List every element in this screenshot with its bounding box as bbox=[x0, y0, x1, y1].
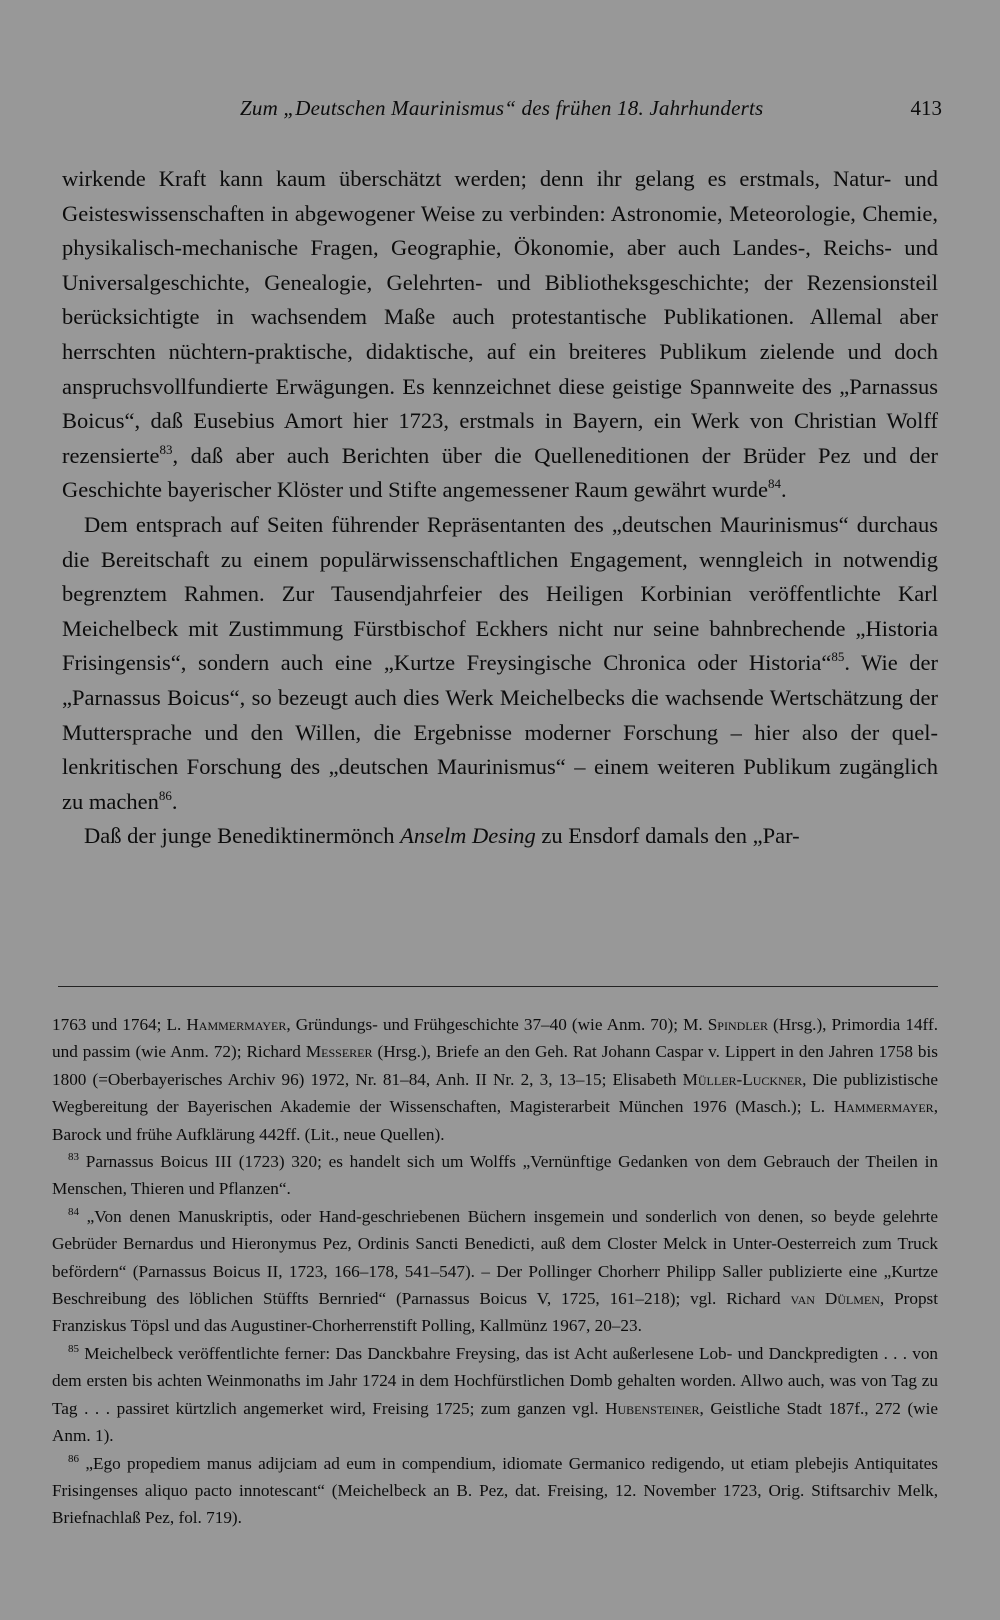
running-head-title: Zum „Deutschen Maurinismus“ des frühen 18. Jahrhunderts bbox=[240, 96, 764, 120]
footnotes bbox=[52, 1011, 938, 1532]
footnote-ref-84: 84 bbox=[768, 476, 782, 492]
author-name: van Dülmen bbox=[790, 1289, 880, 1309]
footnote-text: , Barock und frühe Aufklärung 442ff. (Lit., neue Quellen). bbox=[52, 1097, 938, 1144]
footnote-83 bbox=[52, 1148, 938, 1203]
paragraph-1-text-a: wirkende Kraft kann kaum überschätzt werden; denn ihr gelang es erstmals, Natur- und Geisteswissenschaften in abgewogener Weise zu verbinden: Astronomie, Meteorologie, Chemie, physikalisch-mechanische Fragen, Geographie, Ökonomie, aber auch Landes-, Reichs- und Universalgeschichte, Genealogie, Gelehrten- und Bibliotheksgeschichte; der Rezensionsteil berücksichtigte in wachsendem Maße auch protestantische Publikationen. Allemal aber herrschten nüchtern-praktische, didaktische, auf ein breiteres Publikum zielende und doch anspruchsvollfundierte Erwägungen. Es kennzeichnet diese geistige Spannweite des „Parnassus Boicus“, daß Eusebius Amort hier 1723, erstmals in Bayern, ein Werk von Christian Wolff rezensierte bbox=[62, 166, 938, 468]
paragraph-2-text-c: . bbox=[171, 788, 178, 814]
footnote-text: (Hrsg.), Briefe an den Geh. Rat Johann Caspar v. Lippert in den Jahren 1758 bis 1800 (=Oberbayerisches Archiv 96) 1972, Nr. 81–84, Anh. II Nr. 2, 3, 13–15; Elisabeth bbox=[52, 1042, 938, 1089]
footnote-ref-83: 83 bbox=[159, 441, 173, 457]
footnote-ref-85: 85 bbox=[831, 649, 845, 665]
footnote-text: 1763 und 1764; L. bbox=[52, 1015, 187, 1034]
footnote-text: „Ego propediem manus adijciam ad eum in compendium, idiomate Germanico redigendo, ut etiam plebejis Antiquitates Frisingenses aliquo pacto innotescant“ (Meichelbeck an B. Pez, dat. Freising, 12. November 1723, Orig. Stiftsarchiv Melk, Briefnachlaß Pez, fol. 719). bbox=[52, 1453, 939, 1528]
paragraph-3-text-a: Daß der junge Benediktinermönch bbox=[84, 823, 401, 849]
paragraph-1 bbox=[62, 162, 938, 508]
footnote-text: Meichelbeck veröffentlichte ferner: Das Danckbahre Freysing, das ist Acht außerlesene Lob- und Danckpredigten . . . von dem ersten bis achten Weinmonaths im Jahr 1724 in dem Hochfürstlichen Domb gehalten worden. Allwo auch, was von Tag zu Tag . . . passiret kürtzlich angemerket wird, Freising 1725; zum ganzen vgl. bbox=[52, 1343, 939, 1418]
footnote-84 bbox=[52, 1203, 938, 1340]
footnote-text: , Propst Franziskus Töpsl und das Augustiner-Chorherrenstift Polling, Kallmünz 1967, 20–23. bbox=[52, 1289, 939, 1336]
author-name: Hubensteiner bbox=[605, 1398, 700, 1418]
author-name: Hammermayer bbox=[833, 1097, 934, 1117]
footnote-text: „Von denen Manuskriptis, oder Hand-geschriebenen Büchern insgemein und sonderlich von denen, so beyde gelehrte Gebrüder Bernardus und Hieronymus Pez, Ordinis Sancti Benedicti, auß dem Closter Melck in Unter-Oesterreich zum Truck befördern“ (Parnassus Boicus II, 1723, 166–178, 541–547). – Der Pollinger Chorherr Philipp Saller publizierte eine „Kurtze Beschreibung des löblichen Stüffts Bernried“ (Parnassus Boicus V, 1725, 161–218); vgl. Richard bbox=[52, 1206, 938, 1309]
footnote-separator-rule bbox=[58, 986, 938, 987]
paragraph-2 bbox=[62, 508, 938, 819]
running-head bbox=[62, 96, 942, 126]
footnote-86 bbox=[52, 1450, 938, 1532]
footnote-number: 84 bbox=[68, 1205, 79, 1218]
footnote-number: 83 bbox=[68, 1151, 79, 1164]
footnote-text: , Geistliche Stadt 187f., 272 (wie Anm. 1). bbox=[52, 1398, 938, 1446]
paragraph-1-text-b: , daß aber auch Berichten über die Quelleneditionen der Brüder Pez und der Geschichte bayerischer Klöster und Stifte angemessener Raum gewährt wurde bbox=[62, 442, 938, 503]
person-name-italic: Anselm Desing bbox=[400, 823, 536, 849]
paragraph-2-text-a: Dem entsprach auf Seiten führender Repräsentanten des „deutschen Maurinismus“ durchaus die Bereitschaft zu einem populärwissenschaftlichen Engagement, wenngleich in notwendig begrenztem Rahmen. Zur Tausendjahrfeier des Heiligen Korbinian veröffentlichte Karl Meichelbeck mit Zustimmung Fürstbischof Eckhers nicht nur seine bahnbrechende „Historia Frisingensis“, sondern auch eine „Kurtze Freysingische Chronica oder Historia“ bbox=[62, 511, 938, 676]
footnote-text: , Die publizistische Wegbereitung der Bayerischen Akademie der Wissenschaften, Magisterarbeit München 1976 (Masch.); L. bbox=[52, 1069, 938, 1117]
footnote-continuation bbox=[52, 1011, 938, 1148]
footnote-number: 85 bbox=[68, 1342, 79, 1355]
footnote-text: (Hrsg.), Primordia 14ff. und passim (wie Anm. 72); Richard bbox=[52, 1015, 938, 1062]
paragraph-3-text-b: zu Ensdorf damals den „Par- bbox=[535, 823, 800, 849]
paragraph-2-text-b: . Wie der „Parnassus Boicus“, so bezeugt auch dies Werk Meichelbecks die wachsende Wertschätzung der Muttersprache und den Willen, die Ergebnisse moderner Forschung – hier also der quellenkritischen Forschung des „deutschen Maurinismus“ – einem weiteren Publikum zugänglich zu machen bbox=[62, 650, 938, 814]
author-name: Messerer bbox=[305, 1042, 373, 1062]
footnote-85 bbox=[52, 1340, 938, 1450]
author-name: Hammermayer bbox=[186, 1015, 287, 1034]
main-text bbox=[62, 162, 938, 854]
author-name: Müller-Luckner bbox=[682, 1069, 803, 1089]
footnote-text: Parnassus Boicus III (1723) 320; es handelt sich um Wolffs „Vernünftige Gedanken von dem Gebrauch der Theilen in Menschen, Thieren und Pflanzen“. bbox=[52, 1152, 939, 1199]
author-name: Spindler bbox=[707, 1015, 768, 1034]
footnote-text: , Gründungs- und Frühgeschichte 37–40 (wie Anm. 70); M. bbox=[286, 1015, 708, 1034]
footnote-number: 86 bbox=[68, 1452, 79, 1465]
paragraph-3 bbox=[62, 819, 938, 854]
footnote-ref-86: 86 bbox=[158, 787, 172, 803]
page-number: 413 bbox=[910, 96, 942, 120]
paragraph-1-text-c: . bbox=[781, 477, 787, 503]
